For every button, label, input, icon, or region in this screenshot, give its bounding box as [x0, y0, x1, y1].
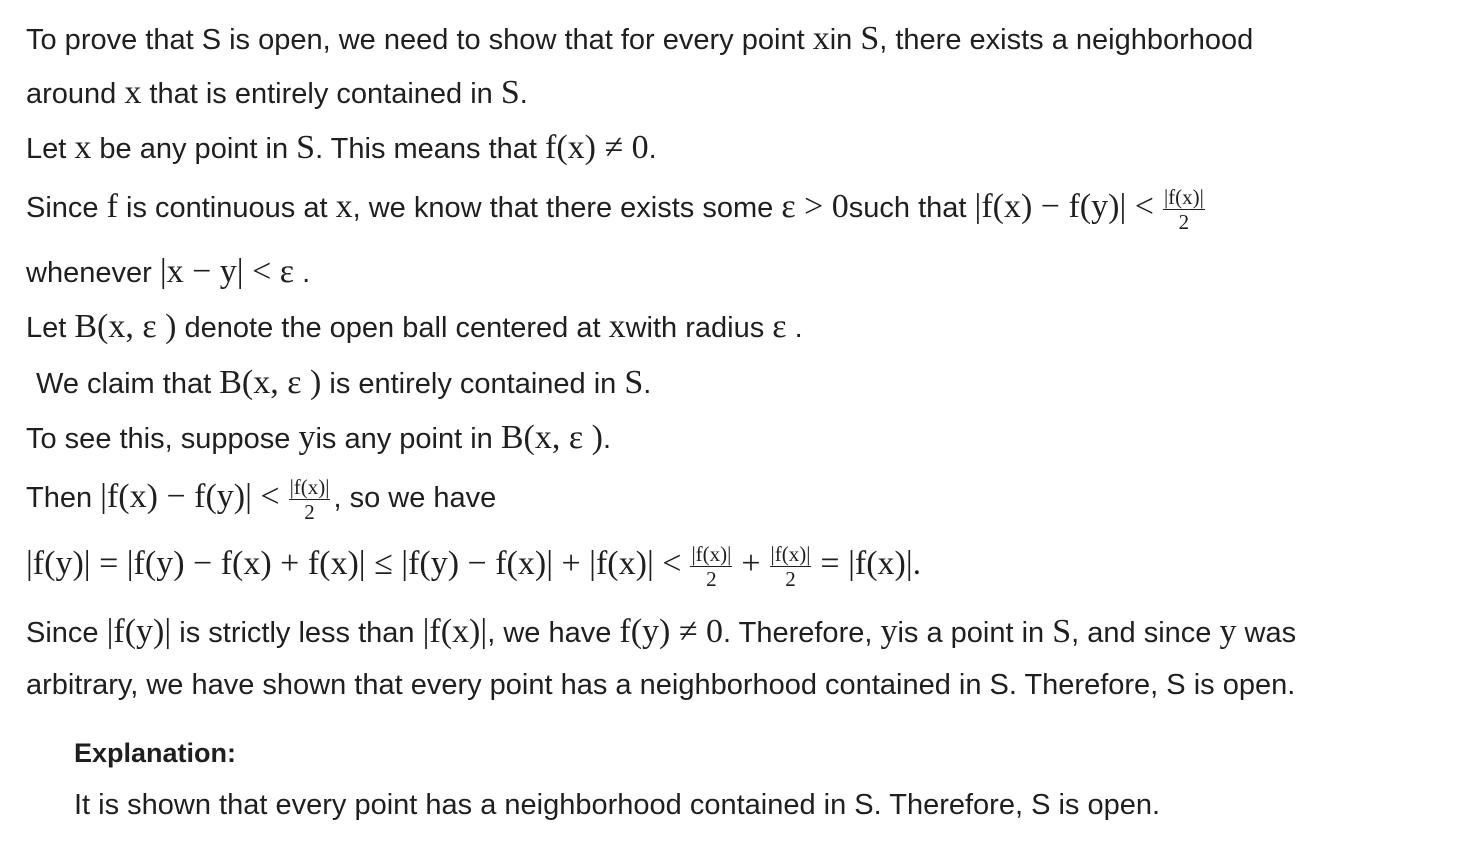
math-inequality: |f(x) − f(y)| <	[974, 188, 1154, 226]
proof-line-7: We claim that B(x, ε ) is entirely contained in S.	[36, 364, 652, 401]
math-triangle-inequality: |f(y)| = |f(y) − f(x) + f(x)| ≤ |f(y) − f(x)| + |f(x)| <	[26, 545, 682, 583]
math-x: x	[812, 20, 830, 57]
math-s: S	[1052, 613, 1072, 650]
math-fx-nonzero: f(x) ≠ 0	[545, 129, 649, 166]
math-equals-fx: = |f(x)|.	[820, 545, 922, 583]
proof-line-11: Since |f(y)| is strictly less than |f(x)|, we have f(y) ≠ 0. Therefore, yis a point in S, and since y was	[26, 613, 1297, 650]
explanation-body: It is shown that every point has a neighborhood contained in S. Therefore, S is open.	[74, 789, 1161, 821]
fraction-half-fx: $\frac{|f(x)|}{2}$	[691, 542, 732, 592]
math-abs-fy: |f(y)|	[106, 613, 172, 650]
proof-line-3: Let x be any point in S. This means that f(x) ≠ 0.	[26, 129, 657, 166]
math-x: x	[335, 188, 353, 226]
math-distance-condition: |x − y| < ε	[159, 253, 295, 290]
math-x: x	[74, 129, 92, 166]
math-fy-nonzero: f(y) ≠ 0	[619, 613, 724, 650]
math-x: x	[124, 74, 142, 111]
math-epsilon-positive: ε > 0	[781, 188, 849, 226]
proof-line-12: arbitrary, we have shown that every point has a neighborhood contained in S. Therefore, S is open.	[26, 669, 1296, 701]
math-plus: +	[741, 545, 761, 583]
fraction-half-fx: $\frac{|f(x)|}{2}$	[770, 542, 811, 592]
explanation-heading: Explanation:	[74, 738, 237, 768]
math-f: f	[106, 188, 118, 226]
proof-line-5: whenever |x − y| < ε .	[26, 253, 311, 290]
fraction-half-fx: $\frac{|f(x)|}{2}$	[289, 475, 330, 525]
proof-line-1: To prove that S is open, we need to show that for every point xin S, there exists a neighborhood	[26, 20, 1254, 57]
proof-line-8: To see this, suppose yis any point in B(x, ε ).	[26, 419, 612, 456]
math-s: S	[500, 74, 520, 111]
math-ball: B(x, ε )	[219, 364, 322, 401]
math-epsilon: ε	[772, 308, 787, 345]
math-s: S	[296, 129, 316, 166]
math-s: S	[860, 20, 880, 57]
math-y: y	[1219, 613, 1237, 650]
math-x: x	[608, 308, 626, 345]
math-ball: B(x, ε )	[74, 308, 177, 345]
fraction-half-fx: $\frac{|f(x)|}{2}$	[1163, 185, 1204, 235]
proof-line-6: Let B(x, ε ) denote the open ball centered at xwith radius ε .	[26, 308, 803, 345]
proof-line-9: Then |f(x) − f(y)| < $\frac{|f(x)|}{2}$ , so we have	[26, 475, 497, 525]
math-ball: B(x, ε )	[500, 419, 603, 456]
proof-line-10-equation	[26, 543, 921, 590]
proof-line-4: Since f is continuous at x, we know that there exists some ε > 0such that |f(x) − f(y)| < $\frac{|f(x)|}{2}$	[26, 185, 1204, 235]
math-s: S	[624, 364, 644, 401]
proof-line-2: around x that is entirely contained in S.	[26, 74, 528, 111]
math-y: y	[880, 613, 898, 650]
math-abs-fx: |f(x)|	[422, 613, 488, 650]
math-inequality: |f(x) − f(y)| <	[100, 478, 280, 516]
math-y: y	[298, 419, 316, 456]
